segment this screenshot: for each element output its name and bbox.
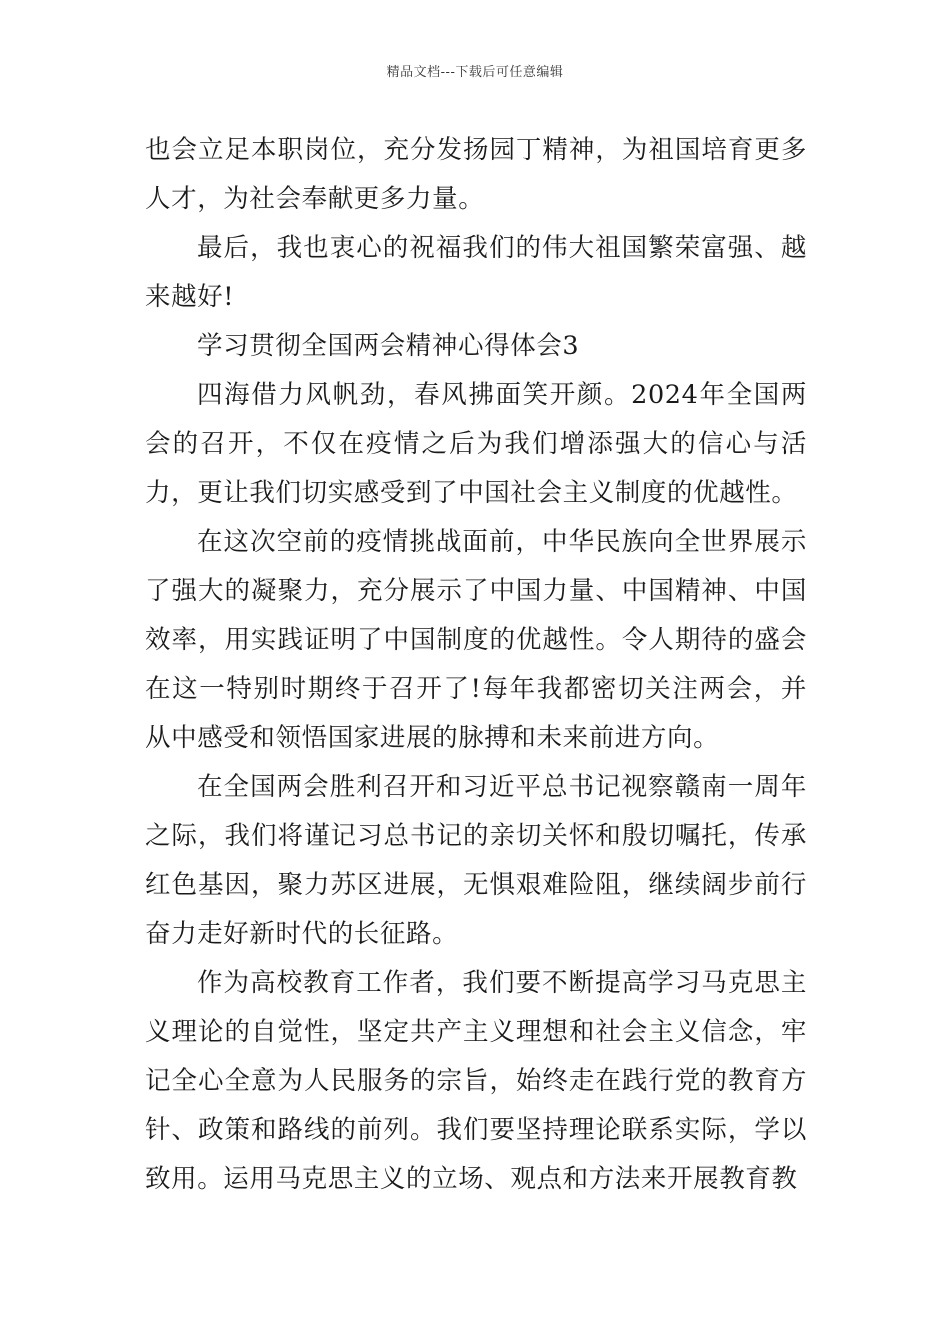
- section-title: 学习贯彻全国两会精神心得体会3: [197, 331, 580, 361]
- paragraph-5: 在全国两会胜利召开和习近平总书记视察赣南一周年之际，我们将谨记习总书记的亲切关怀和殷切嘱托，传承红色基因，聚力苏区进展，无惧艰难险阻，继续阔步前行奋力走好新时代的长征路。: [145, 772, 807, 949]
- document-body: [145, 126, 807, 1204]
- paragraph-1: 也会立足本职岗位，充分发扬园丁精神，为祖国培育更多人才，为社会奉献更多力量。: [145, 135, 807, 214]
- paragraph-2: 最后，我也衷心的祝福我们的伟大祖国繁荣富强、越来越好!: [145, 233, 807, 312]
- paragraph-6: 作为高校教育工作者，我们要不断提高学习马克思主义理论的自觉性，坚定共产主义理想和社会主义信念，牢记全心全意为人民服务的宗旨，始终走在践行党的教育方针、政策和路线的前列。我们要坚持理论联系实际，学以致用。运用马克思主义的立场、观点和方法来开展教育教: [145, 968, 807, 1194]
- paragraph-3: 四海借力风帆劲，春风拂面笑开颜。2024年全国两会的召开，不仅在疫情之后为我们增添强大的信心与活力，更让我们切实感受到了中国社会主义制度的优越性。: [145, 380, 807, 508]
- page-header: 精品文档---下载后可任意编辑: [386, 65, 564, 80]
- paragraph-4: 在这次空前的疫情挑战面前，中华民族向全世界展示了强大的凝聚力，充分展示了中国力量、中国精神、中国效率，用实践证明了中国制度的优越性。令人期待的盛会在这一特别时期终于召开了!每年我都密切关注两会，并从中感受和领悟国家进展的脉搏和未来前进方向。: [145, 527, 807, 753]
